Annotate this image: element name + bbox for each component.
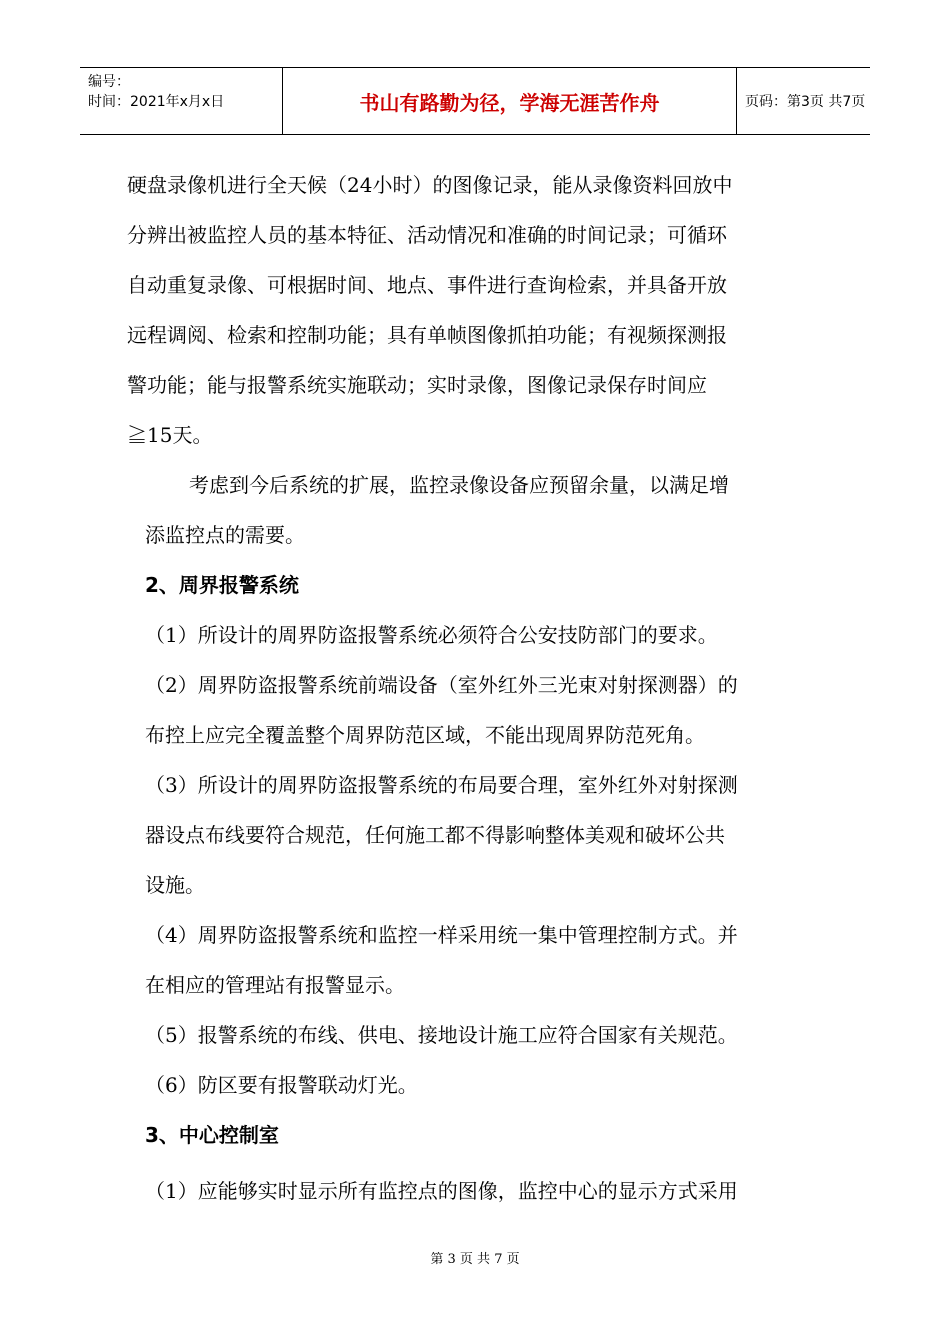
text-line: 警功能；能与报警系统实施联动；实时录像，图像记录保存时间应 xyxy=(127,373,707,397)
document-body xyxy=(127,160,827,1216)
header-motto: 书山有路勤为径，学海无涯苦作舟 xyxy=(283,68,737,134)
text-line: ≧15天。 xyxy=(127,423,213,447)
serial-label: 编号： xyxy=(88,74,130,90)
time-label: 时间：2021年x月x日 xyxy=(88,94,225,110)
section-3-items xyxy=(127,1166,827,1216)
paragraph-1 xyxy=(127,160,827,460)
section-2-items xyxy=(127,610,827,1110)
list-item-continuation: 设施。 xyxy=(145,873,205,897)
section-heading-3: 3、中心控制室 xyxy=(145,1123,279,1147)
list-item-continuation: 布控上应完全覆盖整个周界防范区域，不能出现周界防范死角。 xyxy=(145,723,705,747)
list-item: （4）周界防盗报警系统和监控一样采用统一集中管理控制方式。并 xyxy=(145,923,738,947)
list-item: （1）所设计的周界防盗报警系统必须符合公安技防部门的要求。 xyxy=(145,623,718,647)
header-meta-cell xyxy=(80,68,283,134)
list-item: （2）周界防盗报警系统前端设备（室外红外三光束对射探测器）的 xyxy=(145,673,738,697)
text-line: 硬盘录像机进行全天候（24小时）的图像记录，能从录像资料回放中 xyxy=(127,173,733,197)
list-item: （3）所设计的周界防盗报警系统的布局要合理，室外红外对射探测 xyxy=(145,773,738,797)
page-footer: 第 3 页 共 7 页 xyxy=(430,1252,520,1267)
text-line: 远程调阅、检索和控制功能；具有单帧图像抓拍功能；有视频探测报 xyxy=(127,323,727,347)
list-item: （1）应能够实时显示所有监控点的图像，监控中心的显示方式采用 xyxy=(145,1179,738,1203)
text-line: 自动重复录像、可根据时间、地点、事件进行查询检索，并具备开放 xyxy=(127,273,727,297)
section-heading-2: 2、周界报警系统 xyxy=(145,573,299,597)
header-page-info: 页码：第3页 共7页 xyxy=(745,94,866,110)
page-header xyxy=(80,67,870,135)
list-item-continuation: 器设点布线要符合规范，任何施工都不得影响整体美观和破坏公共 xyxy=(145,823,725,847)
list-item: （5）报警系统的布线、供电、接地设计施工应符合国家有关规范。 xyxy=(145,1023,738,1047)
text-line: 添监控点的需要。 xyxy=(145,523,305,547)
paragraph-2 xyxy=(127,460,827,560)
text-line: 考虑到今后系统的扩展，监控录像设备应预留余量，以满足增 xyxy=(189,473,729,497)
list-item: （6）防区要有报警联动灯光。 xyxy=(145,1073,418,1097)
list-item-continuation: 在相应的管理站有报警显示。 xyxy=(145,973,405,997)
text-line: 分辨出被监控人员的基本特征、活动情况和准确的时间记录；可循环 xyxy=(127,223,727,247)
